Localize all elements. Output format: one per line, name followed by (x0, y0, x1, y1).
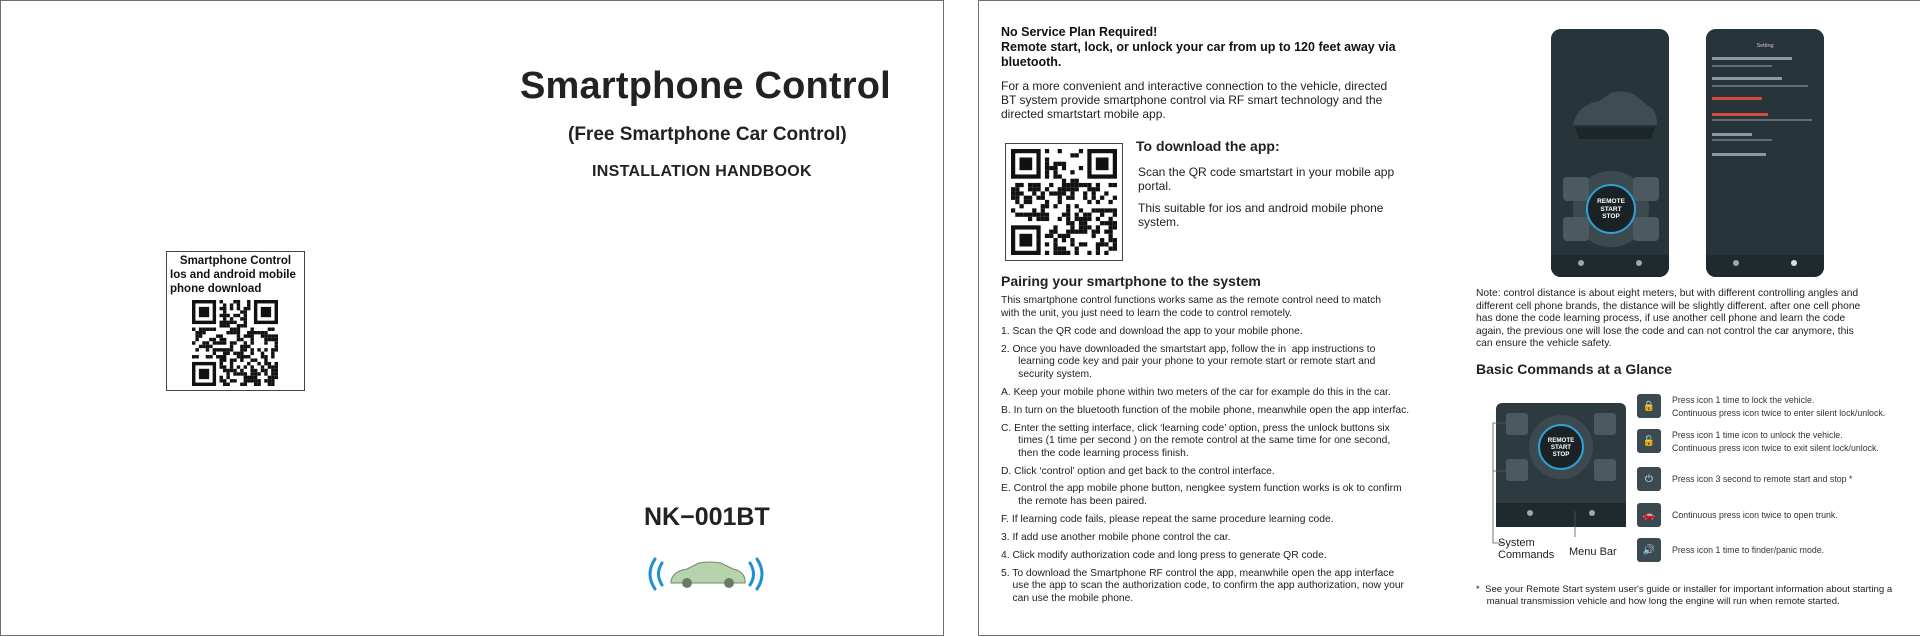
right-page (978, 0, 1920, 636)
pairing-title: Pairing your smartphone to the system (1001, 273, 1261, 289)
pairing-intro-line: This smartphone control functions works same as the remote control need to match (1001, 295, 1382, 306)
note-line: again, the previous one will lose the code and can not control the car anymore, this (1476, 325, 1854, 337)
setting-title: Setting (1756, 43, 1774, 49)
phone-setting-screen (1706, 29, 1824, 277)
menu-bar-label: Menu Bar (1569, 546, 1617, 558)
download-line-1: Scan the QR code smartstart in your mobile app (1138, 165, 1395, 179)
pairing-step-line: then the code learning process finish. (1001, 447, 1189, 459)
command-text: Continuous press icon twice to open trunk. (1672, 510, 1838, 520)
app-qr-code (1005, 143, 1123, 261)
command-text: Press icon 3 second to remote start and stop * (1672, 474, 1853, 484)
pairing-step-line: 2. Once you have downloaded the smartstart app, follow the in app instructions to (1001, 343, 1376, 355)
footnote-line: manual transmission vehicle and how long the engine will run when remote started. (1476, 596, 1840, 607)
remote-label-3: STOP (1602, 213, 1620, 220)
command-text: Press icon 1 time to finder/panic mode. (1672, 545, 1825, 555)
pairing-step-line: security system. (1001, 368, 1092, 380)
model-number: NK−001BT (644, 503, 770, 531)
commands-title: Basic Commands at a Glance (1476, 361, 1673, 377)
intro-para-line: For a more convenient and interactive connection to the vehicle, directed (1001, 79, 1388, 93)
remote-label-1: REMOTE (1597, 198, 1625, 205)
pairing-step-line: E. Control the app mobile phone button, nengkee system function works is ok to confirm (1001, 483, 1402, 495)
system-commands-label-1: System (1498, 537, 1535, 549)
system-commands-label-2: Commands (1498, 549, 1555, 561)
callout-lines (1479, 411, 1599, 551)
bluetooth-car-logo-icon (641, 549, 771, 599)
command-text: Continuous press icon twice to exit silent lock/unlock. (1672, 443, 1879, 453)
pairing-step-line: can use the mobile phone. (1001, 592, 1134, 604)
remote-label-2: START (1600, 205, 1622, 213)
pairing-step-line: the remote has been paired. (1001, 495, 1147, 507)
remote-start-icon: ⏻ (1637, 467, 1661, 491)
pairing-step-line: D. Click ‘control’ option and get back to the control interface. (1001, 465, 1275, 477)
command-text: Press icon 1 time to lock the vehicle. (1672, 395, 1815, 405)
panic-icon: 🔊 (1637, 538, 1661, 562)
cover-handbook: INSTALLATION HANDBOOK (592, 163, 812, 180)
unlock-icon: 🔓 (1637, 429, 1661, 453)
pairing-step-line: F. If learning code fails, please repeat the same procedure learning code. (1001, 513, 1334, 525)
download-line-4: system. (1138, 215, 1180, 229)
cover-subtitle: (Free Smartphone Car Control) (568, 124, 847, 145)
intro-heading-3: bluetooth. (1001, 55, 1062, 69)
qr-code-icon (192, 300, 278, 386)
pairing-step-line: times (1 time per second ) on the remote control at the same time for one second, (1001, 435, 1391, 447)
pairing-step-line: 4. Click modify authorization code and long press to generate QR code. (1001, 549, 1327, 561)
cmd-remote-label-3: STOP (1552, 451, 1570, 458)
qr-code-icon (1011, 149, 1117, 255)
download-line-3: This suitable for ios and android mobile phone (1138, 201, 1384, 215)
download-qr-box (166, 251, 305, 391)
command-text: Press icon 1 time icon to unlock the vehicle. (1672, 430, 1843, 440)
left-page (0, 0, 944, 636)
note-line: has done the code learning process, if use another cell phone and learn the code (1476, 313, 1846, 324)
qr-box-line-1: Smartphone Control (179, 255, 292, 267)
pairing-step-line: use the app to scan the authorization code, to confirm the app authorization, now your (1001, 580, 1404, 591)
note-line: Note: control distance is about eight meters, but with different controlling angles and (1476, 288, 1859, 299)
pairing-step-line: 1. Scan the QR code and download the app to your mobile phone. (1001, 326, 1303, 337)
pairing-step-line: B. In turn on the bluetooth function of the mobile phone, meanwhile open the app interfac. (1001, 404, 1410, 416)
pairing-step-line: 5. To download the Smartphone RF control the app, meanwhile open the app interface (1001, 567, 1395, 579)
footnote-line: * See your Remote Start system user's guide or installer for important information about starting a (1476, 584, 1893, 595)
intro-para-line: BT system provide smartphone control via RF smart technology and the (1001, 93, 1383, 107)
trunk-icon: 🚗 (1637, 503, 1661, 527)
cmd-remote-label-1: REMOTE (1547, 437, 1575, 444)
intro-heading-2: Remote start, lock, or unlock your car from up to 120 feet away via (1001, 40, 1396, 54)
intro-heading-1: No Service Plan Required! (1001, 25, 1158, 39)
qr-box-line-3: phone download (170, 283, 262, 295)
pairing-step-line: A. Keep your mobile phone within two meters of the car for example do this in the car. (1001, 386, 1391, 398)
note-line: different cell phone brands, the distance will be slightly different. after one cell phone (1476, 300, 1861, 312)
note-line: can ensure the vehicle safety. (1476, 338, 1612, 349)
qr-box-line-2: Ios and android mobile (170, 269, 296, 281)
pairing-step-line: learning code key and pair your phone to your remote start or remote start and (1001, 356, 1376, 368)
cmd-remote-label-2: START (1550, 444, 1572, 451)
download-title: To download the app: (1136, 138, 1280, 154)
lock-icon: 🔒 (1637, 394, 1661, 418)
download-line-2: portal. (1138, 179, 1172, 193)
pairing-intro-line: with the unit, you just need to learn the code to control remotely. (1001, 308, 1293, 319)
pairing-step-line: C. Enter the setting interface, click ‘learning code’ option, press the unlock buttons six (1001, 422, 1390, 434)
command-text: Continuous press icon twice to enter silent lock/unlock. (1672, 408, 1886, 418)
pairing-step-line: 3. If add use another mobile phone control the car. (1001, 531, 1231, 543)
phone-remote-screen (1551, 29, 1669, 277)
intro-para-line: directed smartstart mobile app. (1001, 107, 1166, 121)
cover-title: Smartphone Control (520, 65, 891, 107)
